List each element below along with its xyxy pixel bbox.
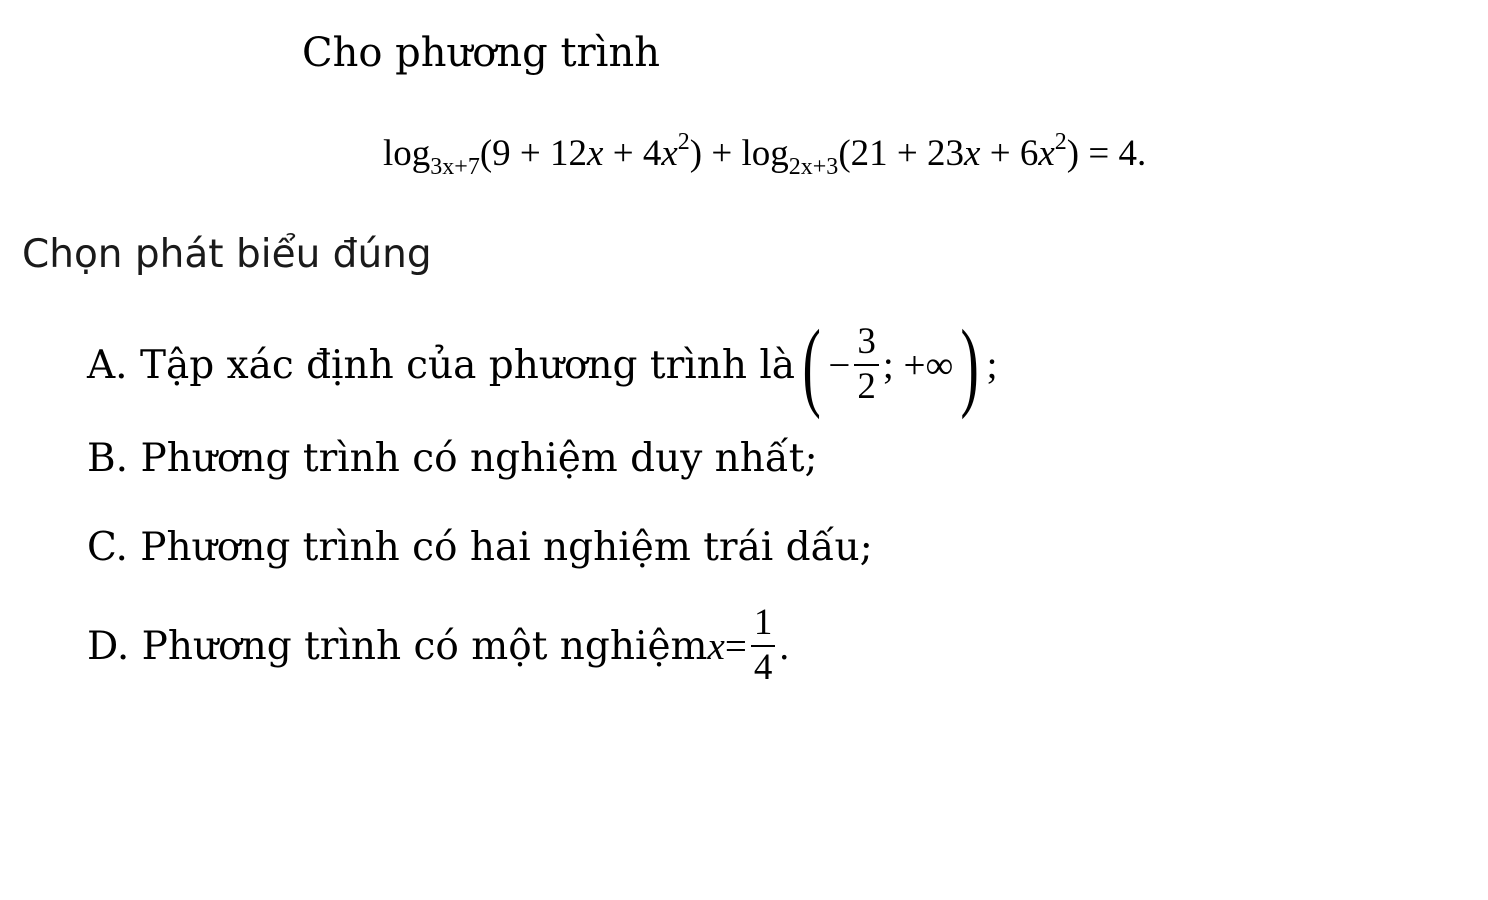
log2-arg-part1: (21 + 23 — [838, 133, 965, 174]
log2-base: 2x+3 — [788, 154, 839, 180]
variable-x: x — [587, 133, 604, 174]
close-paren: ) — [960, 309, 980, 420]
exponent: 2 — [677, 129, 690, 155]
interval-rest: ; +∞ — [882, 343, 954, 387]
variable-x: x — [661, 133, 678, 174]
fraction-numerator: 1 — [751, 604, 776, 647]
log2-arg-part2: + 6 — [980, 133, 1039, 174]
exponent: 2 — [1054, 129, 1067, 155]
option-a-interval — [795, 309, 998, 420]
intro-text: Cho phương trình — [302, 30, 660, 76]
fraction-one-quarter — [751, 604, 776, 688]
option-d-text: D. Phương trình có một nghiệm — [87, 623, 708, 669]
variable-x: x — [707, 624, 725, 668]
log1-arg-part1: (9 + 12 — [479, 133, 588, 174]
option-d-math — [708, 604, 790, 688]
option-b[interactable]: B. Phương trình có nghiệm duy nhất; — [87, 436, 818, 481]
variable-x: x — [1038, 133, 1055, 174]
fraction-three-halves — [854, 323, 879, 407]
option-d-end: . — [779, 624, 790, 668]
log1-base: 3x+7 — [430, 154, 480, 180]
open-paren: ( — [802, 309, 821, 420]
option-d[interactable] — [87, 598, 789, 694]
fraction-denominator: 4 — [753, 647, 773, 688]
equals-sign: = — [724, 624, 747, 668]
plus-log2-label: + log — [702, 133, 789, 174]
equation — [383, 129, 1147, 180]
variable-x: x — [964, 133, 981, 174]
fraction-denominator: 2 — [857, 366, 876, 407]
log1-label: log — [383, 133, 431, 174]
option-a-end: ; — [986, 343, 998, 387]
option-a-text: A. Tập xác định của phương trình là — [87, 342, 796, 388]
option-a[interactable] — [87, 310, 997, 420]
log2-arg-part3: ) = 4. — [1066, 133, 1147, 174]
minus-sign: − — [828, 343, 851, 387]
prompt-text: Chọn phát biểu đúng — [22, 232, 432, 277]
log1-arg-part3: ) — [689, 133, 703, 174]
log1-arg-part2: + 4 — [603, 133, 662, 174]
fraction-numerator: 3 — [854, 323, 879, 366]
option-c[interactable]: C. Phương trình có hai nghiệm trái dấu; — [87, 525, 873, 570]
